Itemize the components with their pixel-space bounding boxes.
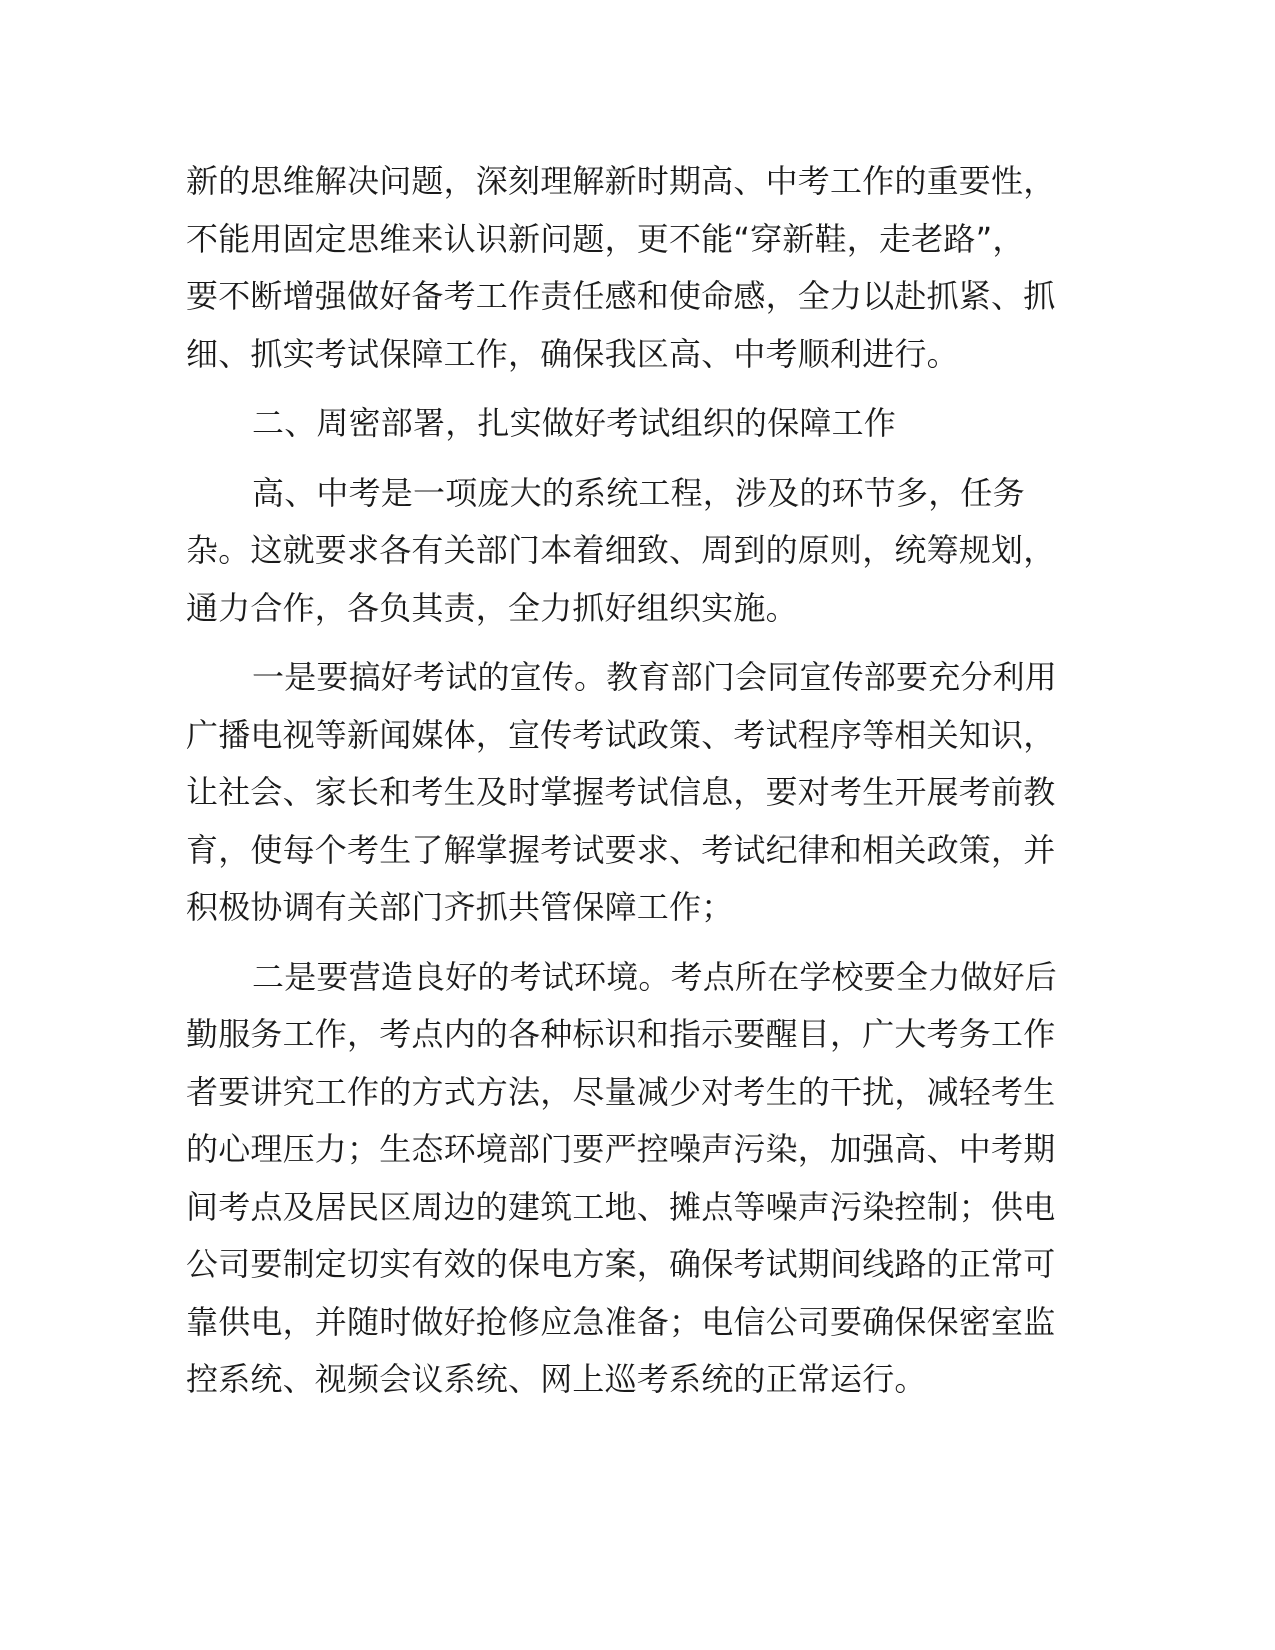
section-heading: 二、周密部署，扎实做好考试组织的保障工作 [252, 404, 897, 442]
paragraph-line: 二是要营造良好的考试环境。考点所在学校要全力做好后 [252, 957, 1058, 996]
paragraph-line: 不能用固定思维来认识新问题，更不能“穿新鞋，走老路”， [186, 219, 1025, 258]
paragraph-line: 让社会、家长和考生及时掌握考试信息，要对考生开展考前教 [186, 773, 1056, 811]
paragraph-line: 广播电视等新闻媒体，宣传考试政策、考试程序等相关知识， [186, 715, 1056, 754]
paragraph-line: 育，使每个考生了解掌握考试要求、考试纪律和相关政策，并 [186, 830, 1056, 869]
paragraph-line: 通力合作，各负其责，全力抓好组织实施。 [186, 588, 798, 627]
paragraph-line: 细、抓实考试保障工作，确保我区高、中考顺利进行。 [186, 334, 959, 373]
paragraph-line: 一是要搞好考试的宣传。教育部门会同宣传部要充分利用 [252, 658, 1058, 696]
paragraph-line: 间考点及居民区周边的建筑工地、摊点等噪声污染控制；供电 [186, 1187, 1056, 1226]
paragraph-line: 积极协调有关部门齐抓共管保障工作； [186, 888, 734, 926]
paragraph-line: 勤服务工作，考点内的各种标识和指示要醒目，广大考务工作 [186, 1015, 1056, 1053]
paragraph-line: 靠供电，并随时做好抢修应急准备；电信公司要确保保密室监 [186, 1302, 1056, 1341]
paragraph-line: 高、中考是一项庞大的系统工程，涉及的环节多，任务 [252, 473, 1025, 512]
paragraph-line: 新的思维解决问题，深刻理解新时期高、中考工作的重要性， [186, 162, 1056, 200]
paragraph-line: 者要讲究工作的方式方法，尽量减少对考生的干扰，减轻考生 [186, 1072, 1056, 1111]
document-body [186, 153, 1090, 1409]
paragraph-line: 杂。这就要求各有关部门本着细致、周到的原则，统筹规划， [186, 531, 1056, 569]
paragraph-line: 要不断增强做好备考工作责任感和使命感，全力以赴抓紧、抓 [186, 277, 1056, 315]
paragraph-line: 公司要制定切实有效的保电方案，确保考试期间线路的正常可 [186, 1245, 1056, 1283]
paragraph-line: 的心理压力；生态环境部门要严控噪声污染，加强高、中考期 [186, 1130, 1056, 1168]
paragraph-line: 控系统、视频会议系统、网上巡考系统的正常运行。 [186, 1360, 927, 1398]
